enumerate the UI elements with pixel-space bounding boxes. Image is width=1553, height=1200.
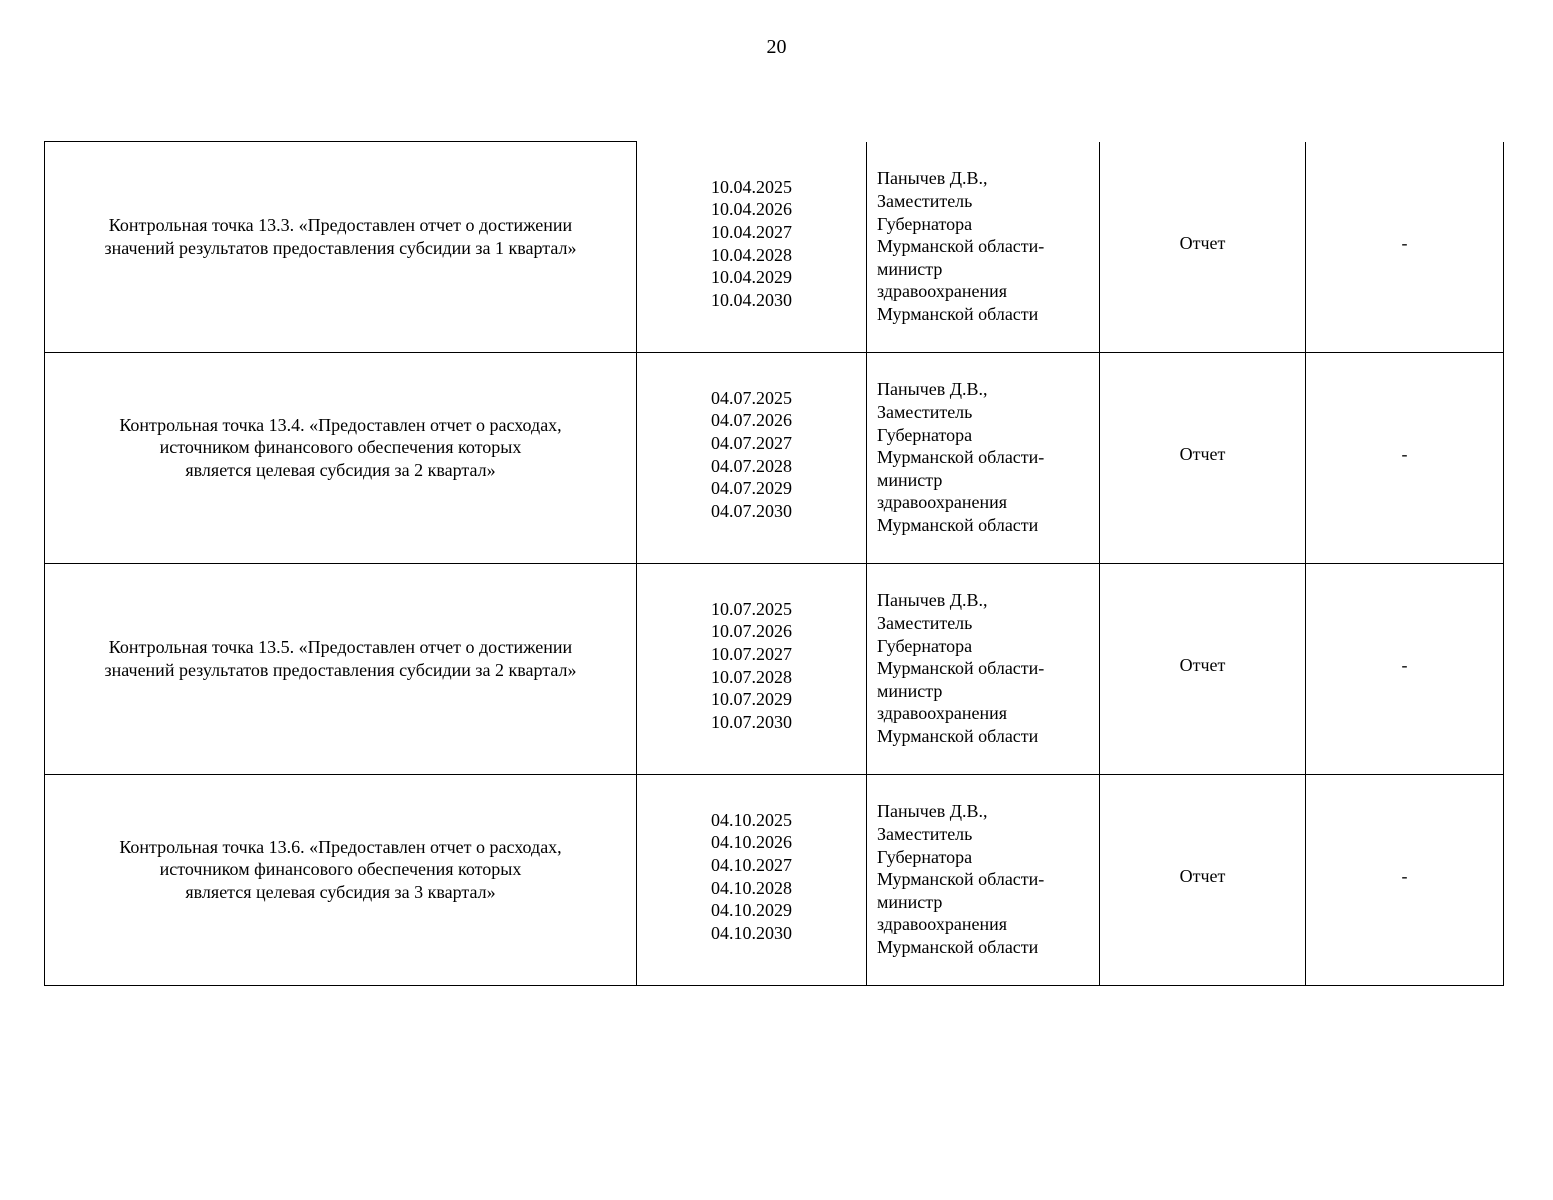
responsible-cell bbox=[867, 563, 1100, 774]
deadline-date: 10.04.2029 bbox=[711, 267, 792, 288]
deadline-dates-cell bbox=[637, 142, 867, 353]
document-type: Отчет bbox=[1100, 774, 1306, 985]
deadline-date: 04.10.2029 bbox=[711, 900, 792, 921]
note-cell: - bbox=[1306, 142, 1504, 353]
control-point-name: Контрольная точка 13.5. «Предоставлен отчет о достижении значений результатов предоставления субсидии за 2 квартал» bbox=[104, 636, 577, 680]
deadline-date: 04.07.2030 bbox=[711, 500, 792, 521]
page-number: 20 bbox=[766, 36, 787, 58]
deadline-date: 10.07.2029 bbox=[711, 689, 792, 710]
deadline-date: 10.07.2028 bbox=[711, 666, 792, 687]
responsible-cell bbox=[867, 352, 1100, 563]
deadline-date: 10.04.2026 bbox=[711, 199, 792, 220]
deadline-date: 04.07.2025 bbox=[711, 387, 792, 408]
responsible-person: Панычев Д.В., Заместитель Губернатора Мурманской области- министр здравоохранения Мурманской области bbox=[877, 168, 1045, 324]
deadline-date: 04.10.2025 bbox=[711, 809, 792, 830]
responsible-person: Панычев Д.В., Заместитель Губернатора Мурманской области- министр здравоохранения Мурманской области bbox=[877, 590, 1045, 746]
deadline-dates-cell bbox=[637, 563, 867, 774]
control-point-name-cell bbox=[45, 563, 637, 774]
responsible-person: Панычев Д.В., Заместитель Губернатора Мурманской области- министр здравоохранения Мурманской области bbox=[877, 801, 1045, 957]
deadline-date: 10.07.2026 bbox=[711, 621, 792, 642]
responsible-cell bbox=[867, 142, 1100, 353]
deadline-date: 10.04.2027 bbox=[711, 221, 792, 242]
deadline-date: 04.07.2029 bbox=[711, 478, 792, 499]
table-row bbox=[45, 774, 1504, 985]
deadline-date: 04.10.2028 bbox=[711, 877, 792, 898]
deadline-date: 10.07.2025 bbox=[711, 598, 792, 619]
deadline-dates-cell bbox=[637, 352, 867, 563]
deadline-date: 04.07.2026 bbox=[711, 410, 792, 431]
deadline-date: 04.07.2028 bbox=[711, 455, 792, 476]
table-row bbox=[45, 352, 1504, 563]
note-cell: - bbox=[1306, 563, 1504, 774]
responsible-cell bbox=[867, 774, 1100, 985]
control-point-name-cell bbox=[45, 774, 637, 985]
deadline-date: 04.10.2027 bbox=[711, 854, 792, 875]
responsible-person: Панычев Д.В., Заместитель Губернатора Мурманской области- министр здравоохранения Мурманской области bbox=[877, 379, 1045, 535]
deadline-date: 10.04.2028 bbox=[711, 244, 792, 265]
deadline-date: 10.04.2025 bbox=[711, 176, 792, 197]
document-type: Отчет bbox=[1100, 563, 1306, 774]
table-row bbox=[45, 563, 1504, 774]
control-point-name: Контрольная точка 13.4. «Предоставлен отчет о расходах, источником финансового обеспечения которых является целевая субсидия за 2 квартал» bbox=[119, 414, 562, 480]
deadline-date: 10.07.2027 bbox=[711, 643, 792, 664]
deadline-date: 04.10.2026 bbox=[711, 832, 792, 853]
control-point-name: Контрольная точка 13.6. «Предоставлен отчет о расходах, источником финансового обеспечения которых является целевая субсидия за 3 квартал» bbox=[119, 836, 562, 902]
deadline-date: 10.07.2030 bbox=[711, 711, 792, 732]
deadline-date: 10.04.2030 bbox=[711, 289, 792, 310]
deadline-date: 04.10.2030 bbox=[711, 922, 792, 943]
deadline-dates-cell bbox=[637, 774, 867, 985]
control-point-name: Контрольная точка 13.3. «Предоставлен отчет о достижении значений результатов предоставления субсидии за 1 квартал» bbox=[104, 215, 577, 258]
control-points-table bbox=[44, 141, 1504, 986]
control-point-name-cell bbox=[45, 352, 637, 563]
note-cell: - bbox=[1306, 352, 1504, 563]
control-point-name-cell bbox=[45, 142, 637, 353]
document-type: Отчет bbox=[1100, 352, 1306, 563]
deadline-date: 04.07.2027 bbox=[711, 432, 792, 453]
note-cell: - bbox=[1306, 774, 1504, 985]
document-type: Отчет bbox=[1100, 142, 1306, 353]
table-row bbox=[45, 142, 1504, 353]
